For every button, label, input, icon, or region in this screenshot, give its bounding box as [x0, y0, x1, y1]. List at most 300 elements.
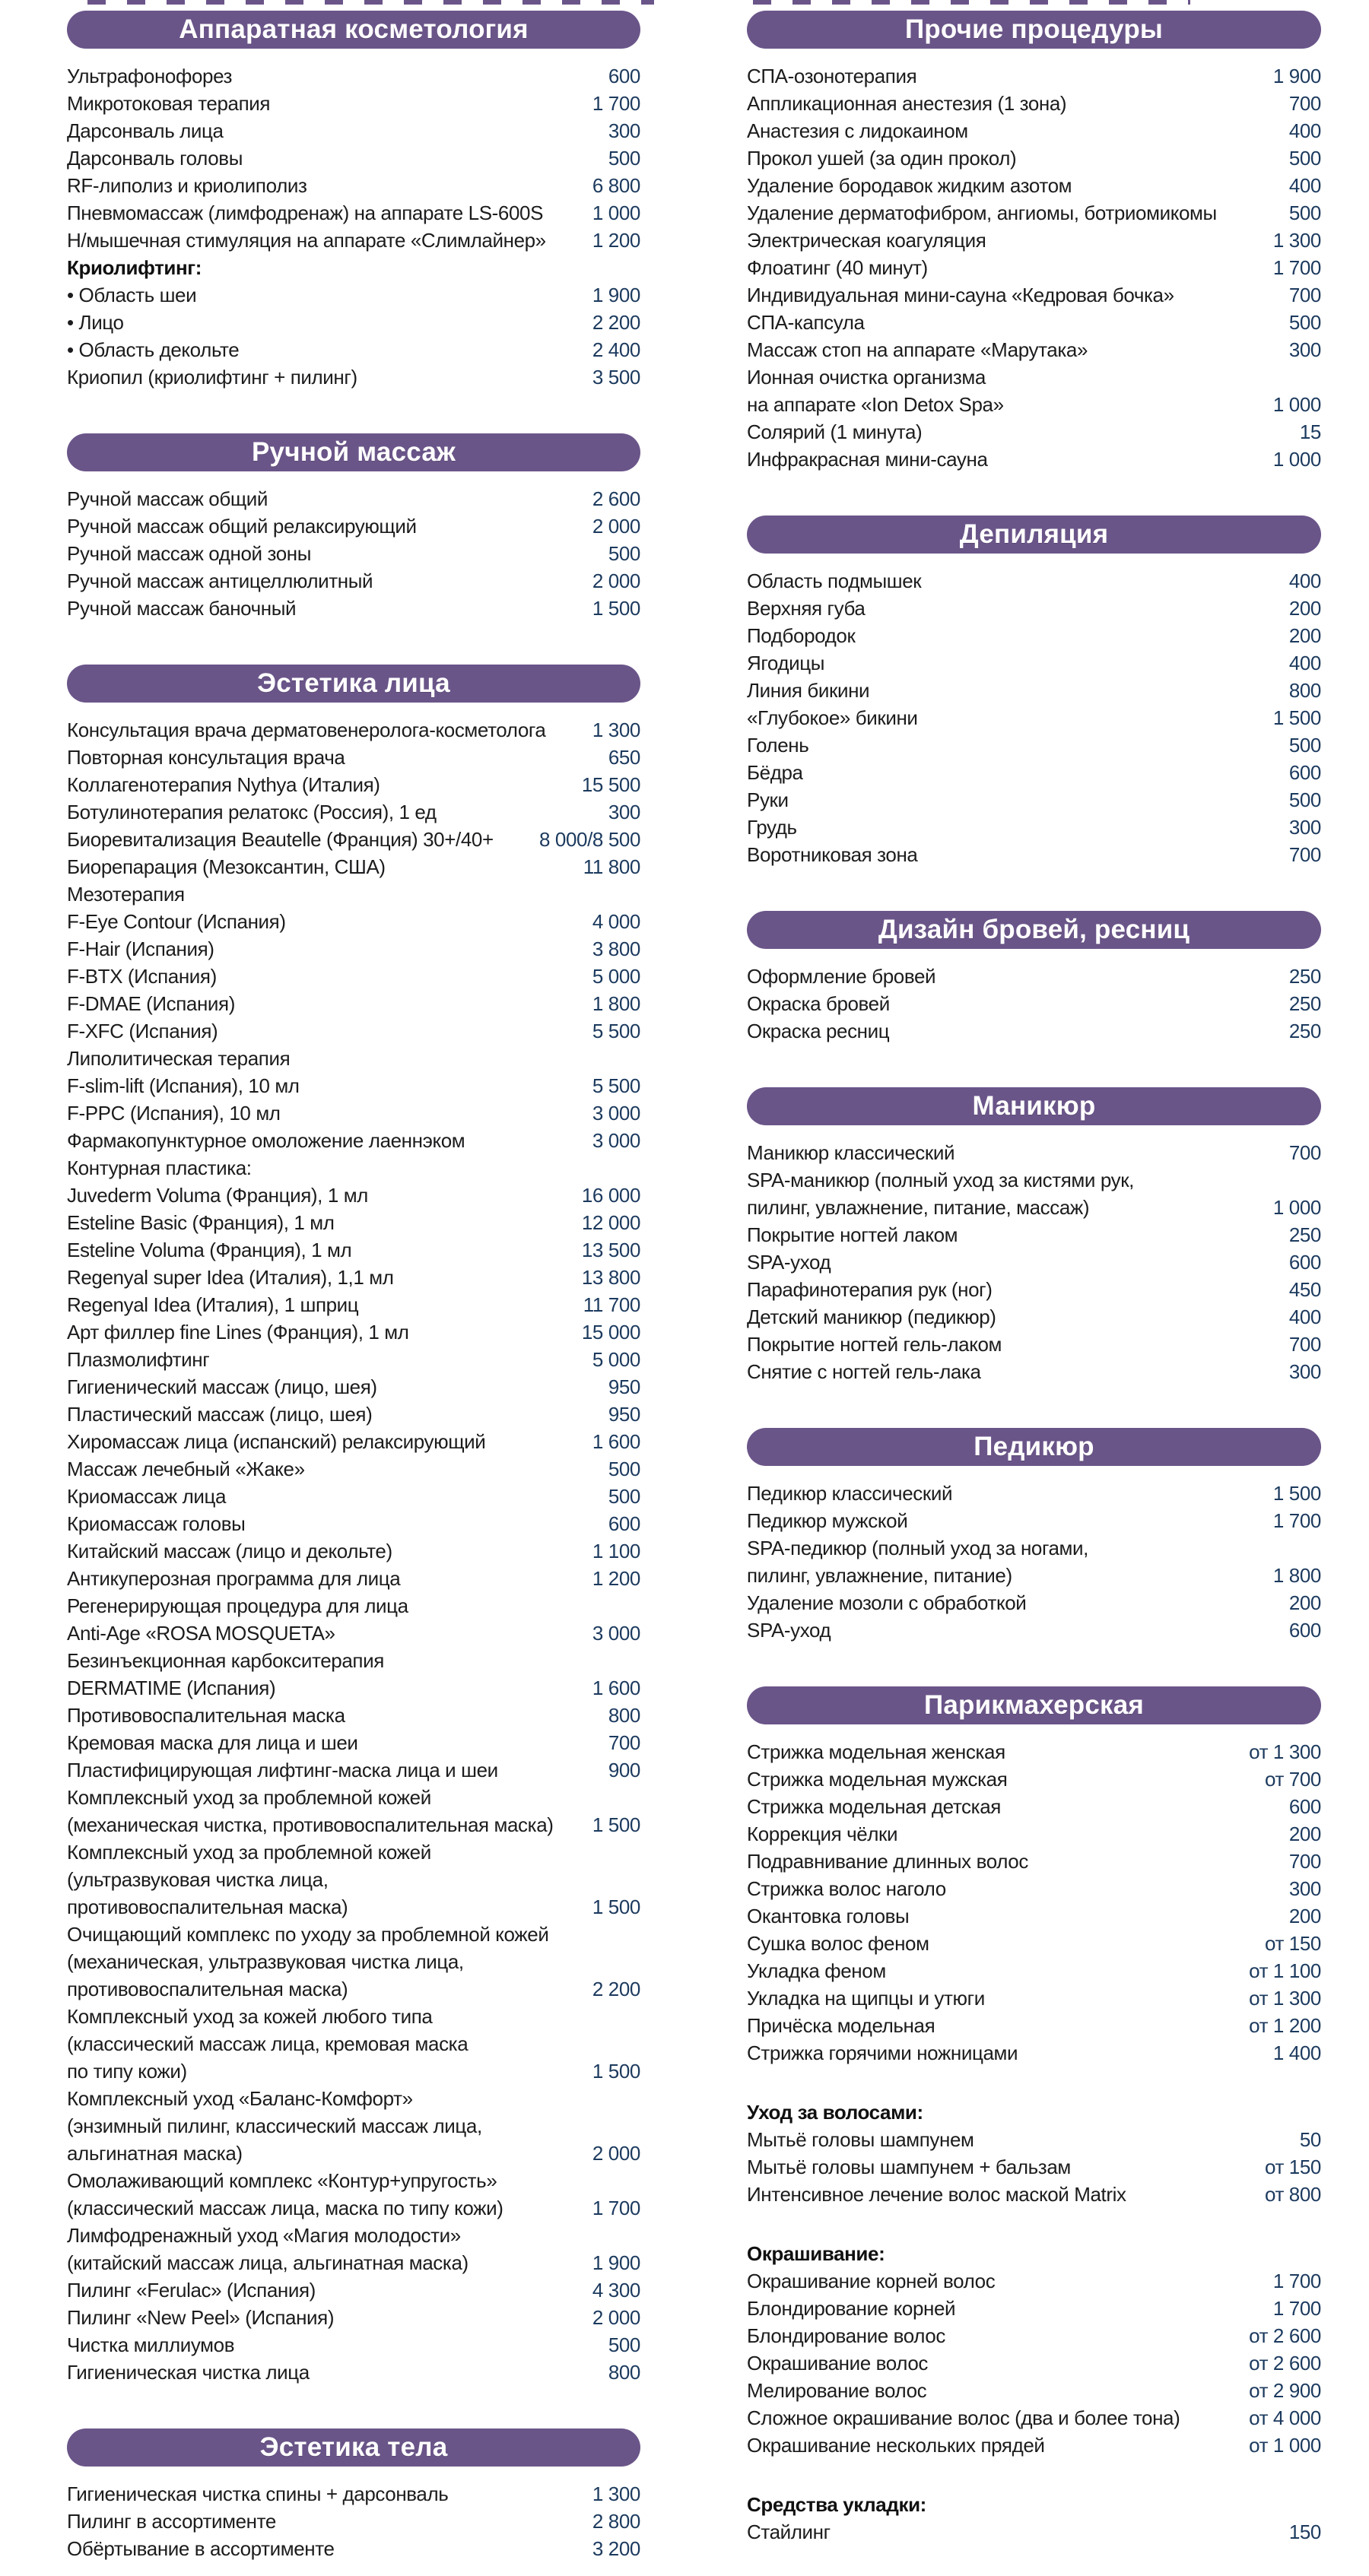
item-price: 1 300	[1272, 228, 1321, 252]
price-row	[747, 649, 1321, 677]
price-row	[747, 1875, 1321, 1902]
item-price: 300	[608, 800, 640, 823]
item-name: Укладка на щипцы и утюги	[747, 1986, 985, 2010]
price-row	[67, 1182, 640, 1209]
price-row	[747, 1765, 1321, 1793]
item-name: Комплексный уход за проблемной кожей	[67, 1785, 431, 1809]
price-row	[747, 1276, 1321, 1303]
item-price: 1 400	[1272, 2041, 1321, 2064]
item-price: 500	[1288, 310, 1321, 334]
item-price: 1 300	[592, 2482, 640, 2505]
item-name: Интенсивное лечение волос маской Matrix	[747, 2182, 1126, 2206]
item-name: Пневмомассаж (лимфодренаж) на аппарате LS-600S	[67, 201, 544, 224]
item-name: Мезотерапия	[67, 882, 185, 906]
item-price: 300	[608, 119, 640, 142]
item-name: Окраска бровей	[747, 991, 890, 1015]
item-price: 3 200	[592, 2536, 640, 2560]
item-name: Пластифицирующая лифтинг-маска лица и шеи	[67, 1758, 498, 1781]
item-name: Ручной массаж баночный	[67, 596, 297, 620]
item-price: 2 000	[592, 514, 640, 538]
price-row	[747, 1820, 1321, 1848]
item-price: 11 700	[583, 1293, 640, 1316]
price-row	[67, 199, 640, 227]
item-price: 950	[608, 1402, 640, 1426]
item-name: Флоатинг (40 минут)	[747, 255, 928, 279]
item-price: 600	[1288, 1250, 1321, 1274]
price-row	[747, 144, 1321, 172]
item-price: 2 000	[592, 2305, 640, 2329]
item-name: СПА-озонотерапия	[747, 64, 917, 87]
price-row	[747, 2181, 1321, 2208]
item-price: 15 500	[581, 772, 640, 796]
item-price: 1 700	[592, 2196, 640, 2219]
item-price: 13 800	[581, 1265, 640, 1289]
price-row	[747, 1331, 1321, 1358]
item-price: 5 500	[592, 1074, 640, 1097]
item-name: Удаление дерматофибром, ангиомы, ботриомикомы	[747, 201, 1217, 224]
item-price: 400	[1288, 119, 1321, 142]
item-price: 1 700	[592, 91, 640, 115]
item-name: Стрижка горячими ножницами	[747, 2041, 1018, 2064]
price-row	[67, 281, 640, 309]
price-row	[67, 1620, 640, 1647]
price-row	[747, 2349, 1321, 2377]
item-price: 600	[1288, 1794, 1321, 1818]
item-price: 500	[1288, 733, 1321, 757]
item-name: Мелирование волос	[747, 2378, 927, 2402]
item-price: 13 500	[581, 1238, 640, 1261]
item-price: 4 300	[592, 2278, 640, 2302]
item-price: 300	[1288, 1359, 1321, 1383]
price-row	[67, 1455, 640, 1483]
item-price: 2 200	[592, 310, 640, 334]
price-row	[67, 1921, 640, 1948]
item-name: (классический массаж лица, маска по типу кожи)	[67, 2196, 503, 2219]
price-row	[67, 336, 640, 363]
price-row	[67, 1647, 640, 1674]
item-name: Пилинг «Ferulac» (Испания)	[67, 2278, 316, 2302]
item-name: Esteline Voluma (Франция), 1 мл	[67, 1238, 352, 1261]
item-name: Блондирование волос	[747, 2324, 945, 2347]
item-price: 16 000	[581, 1183, 640, 1207]
item-price: от 1 200	[1249, 2013, 1321, 2037]
item-price: 2 600	[592, 487, 640, 510]
price-row	[747, 963, 1321, 990]
price-row	[67, 2167, 640, 2194]
item-price: 5 000	[592, 1347, 640, 1371]
item-name: F-XFC (Испания)	[67, 1019, 218, 1042]
price-row	[67, 2030, 640, 2057]
item-name: Ботулинотерапия релатокс (Россия), 1 ед	[67, 800, 437, 823]
price-row	[67, 1784, 640, 1811]
section-header-bar: Маникюр	[747, 1087, 1321, 1125]
price-row	[747, 336, 1321, 363]
item-price: 200	[1288, 1591, 1321, 1614]
section-depilation	[747, 516, 1321, 868]
price-row	[747, 841, 1321, 868]
price-row	[67, 1099, 640, 1127]
item-name: SPA-уход	[747, 1250, 831, 1274]
item-price: 150	[1288, 2520, 1321, 2543]
item-price: 2 000	[592, 2141, 640, 2165]
price-row	[67, 2508, 640, 2535]
price-row	[747, 227, 1321, 254]
item-price: 300	[1288, 1876, 1321, 1900]
item-price: 1 500	[592, 1813, 640, 1836]
item-name: Голень	[747, 733, 809, 757]
item-price: 500	[608, 146, 640, 170]
price-row	[747, 2153, 1321, 2181]
item-name: СПА-капсула	[747, 310, 865, 334]
section-header-bar: Прочие процедуры	[747, 11, 1321, 49]
item-price: 1 200	[592, 228, 640, 252]
price-row	[747, 254, 1321, 281]
price-row	[67, 2057, 640, 2085]
price-row	[67, 1373, 640, 1401]
price-row	[67, 1264, 640, 1291]
item-name: Педикюр классический	[747, 1481, 953, 1505]
item-name: Окрашивание нескольких прядей	[747, 2433, 1045, 2457]
item-name: Верхняя губа	[747, 596, 866, 620]
item-name: SPA-уход	[747, 1618, 831, 1642]
price-row	[747, 363, 1321, 391]
price-row	[67, 1975, 640, 2003]
item-name: SPA-педикюр (полный уход за ногами,	[747, 1536, 1088, 1559]
section-header-bar: Дизайн бровей, ресниц	[747, 911, 1321, 949]
price-row	[67, 309, 640, 336]
item-name: Сушка волос феном	[747, 1931, 929, 1955]
item-price: 1 500	[1272, 1481, 1321, 1505]
item-name: Окантовка головы	[747, 1904, 910, 1927]
item-name: Биорепарация (Мезоксантин, США)	[67, 855, 386, 878]
item-price: 1 100	[592, 1539, 640, 1562]
price-row	[747, 1902, 1321, 1930]
price-row	[747, 1507, 1321, 1534]
price-row	[67, 1674, 640, 1702]
price-row	[747, 2322, 1321, 2349]
item-price: 1 800	[592, 991, 640, 1015]
price-row	[747, 759, 1321, 786]
item-price: 15 000	[581, 1320, 640, 1344]
price-row	[747, 199, 1321, 227]
price-row	[67, 2276, 640, 2304]
price-row	[67, 2140, 640, 2167]
item-name: Esteline Basic (Франция), 1 мл	[67, 1210, 335, 1234]
item-name: «Глубокое» бикини	[747, 706, 918, 729]
item-price: 3 500	[592, 365, 640, 389]
item-name: F-PPC (Испания), 10 мл	[67, 1101, 281, 1125]
cropped-top-artifact	[753, 0, 1190, 5]
price-row	[747, 2012, 1321, 2039]
item-name: Безинъекционная карбокситерапия	[67, 1648, 384, 1672]
item-name: Пилинг «New Peel» (Испания)	[67, 2305, 335, 2329]
item-name: Блондирование корней	[747, 2296, 956, 2320]
item-price: 3 000	[592, 1101, 640, 1125]
price-row	[67, 1592, 640, 1620]
price-row	[67, 1236, 640, 1264]
price-row	[747, 786, 1321, 814]
item-name: Снятие с ногтей гель-лака	[747, 1359, 981, 1383]
item-name: Биоревитализация Beautelle (Франция) 30+/40+	[67, 827, 494, 851]
item-price: 12 000	[581, 1210, 640, 1234]
item-name: Пластический массаж (лицо, шея)	[67, 1402, 373, 1426]
price-row	[67, 1017, 640, 1045]
item-name: • Лицо	[67, 310, 124, 334]
item-price: 700	[1288, 1849, 1321, 1873]
subsection-heading	[747, 2240, 1321, 2267]
item-name: Хиромассаж лица (испанский) релаксирующий	[67, 1429, 486, 1453]
item-name: Окраска ресниц	[747, 1019, 890, 1042]
item-price: 200	[1288, 596, 1321, 620]
price-row	[747, 309, 1321, 336]
price-row	[747, 1957, 1321, 1984]
price-row	[747, 62, 1321, 90]
item-name: Руки	[747, 788, 789, 811]
item-price: 900	[608, 1758, 640, 1781]
item-name: Anti-Age «ROSA MOSQUETA»	[67, 1621, 335, 1645]
item-price: от 1 300	[1249, 1986, 1321, 2010]
price-row	[67, 771, 640, 798]
item-price: 800	[608, 1703, 640, 1727]
item-name: Ручной массаж общий	[67, 487, 268, 510]
price-row	[747, 2377, 1321, 2404]
item-name: Маникюр классический	[747, 1140, 955, 1164]
item-price: 5 000	[592, 964, 640, 988]
price-row	[747, 1017, 1321, 1045]
price-row	[67, 1893, 640, 1921]
item-price: 300	[1288, 338, 1321, 361]
item-price: 250	[1288, 991, 1321, 1015]
item-name: Арт филлер fine Lines (Франция), 1 мл	[67, 1320, 409, 1344]
item-name: Стрижка модельная детская	[747, 1794, 1001, 1818]
item-name: Обёртывание в ассортименте	[67, 2536, 335, 2560]
item-name: Очищающий комплекс по уходу за проблемной кожей	[67, 1922, 549, 1946]
item-price: 600	[608, 1512, 640, 1535]
price-row	[67, 1866, 640, 1893]
item-name: Средства укладки:	[747, 2492, 926, 2516]
item-name: Причёска модельная	[747, 2013, 935, 2037]
item-price: 500	[608, 2333, 640, 2356]
section-header-bar: Депиляция	[747, 516, 1321, 554]
price-row	[747, 172, 1321, 199]
item-name: Анастезия с лидокаином	[747, 119, 968, 142]
price-row	[67, 1756, 640, 1784]
item-price: 700	[608, 1731, 640, 1754]
item-name: Ионная очистка организма	[747, 365, 986, 389]
section-other-procedures	[747, 11, 1321, 473]
item-name: Массаж стоп на аппарате «Марутака»	[747, 338, 1088, 361]
item-name: Regenyal super Idea (Италия), 1,1 мл	[67, 1265, 394, 1289]
item-name: Уход за волосами:	[747, 2100, 923, 2124]
item-price: от 2 900	[1249, 2378, 1321, 2402]
price-row	[747, 1303, 1321, 1331]
price-row	[67, 1072, 640, 1099]
price-row	[747, 990, 1321, 1017]
item-price: 800	[608, 2360, 640, 2384]
item-name: Juvederm Voluma (Франция), 1 мл	[67, 1183, 368, 1207]
item-price: 2 800	[592, 2509, 640, 2533]
item-name: (механическая чистка, противовоспалительная маска)	[67, 1813, 554, 1836]
item-price: 1 300	[592, 718, 640, 741]
price-row	[67, 1537, 640, 1565]
item-name: Плазмолифтинг	[67, 1347, 210, 1371]
price-row	[67, 1483, 640, 1510]
section-header-bar: Парикмахерская	[747, 1686, 1321, 1724]
item-name: Грудь	[747, 815, 797, 839]
item-price: 700	[1288, 283, 1321, 306]
item-price: 4 000	[592, 909, 640, 933]
item-price: 1 200	[592, 1566, 640, 1590]
price-row	[67, 117, 640, 144]
item-price: 700	[1288, 91, 1321, 115]
price-row	[747, 1221, 1321, 1248]
item-name: по типу кожи)	[67, 2059, 187, 2083]
item-name: Дарсонваль лица	[67, 119, 224, 142]
price-row	[67, 2331, 640, 2359]
item-name: Китайский массаж (лицо и декольте)	[67, 1539, 392, 1562]
price-row	[747, 1738, 1321, 1765]
section-header-bar: Эстетика лица	[67, 665, 640, 703]
item-name: Омолаживающий комплекс «Контур+упругость»	[67, 2168, 497, 2192]
section-header-bar: Аппаратная косметология	[67, 11, 640, 49]
item-price: 1 700	[1272, 2269, 1321, 2292]
price-row	[67, 853, 640, 880]
item-price: 400	[1288, 569, 1321, 592]
price-row	[67, 595, 640, 622]
item-name: Оформление бровей	[747, 964, 936, 988]
item-price: 8 000/8 500	[539, 827, 640, 851]
right-column	[747, 11, 1321, 2546]
item-name: Контурная пластика:	[67, 1156, 252, 1179]
item-name: Инфракрасная мини-сауна	[747, 447, 988, 471]
price-row	[67, 1318, 640, 1346]
price-row	[747, 814, 1321, 841]
item-name: Прокол ушей (за один прокол)	[747, 146, 1017, 170]
price-row	[67, 2480, 640, 2508]
price-row	[747, 1480, 1321, 1507]
item-price: от 1 000	[1249, 2433, 1321, 2457]
item-price: 500	[608, 541, 640, 565]
item-name: Криомассаж лица	[67, 1484, 227, 1508]
item-price: 250	[1288, 1019, 1321, 1042]
section-manual-massage	[67, 433, 640, 622]
price-row	[67, 1291, 640, 1318]
item-price: от 150	[1264, 2155, 1321, 2178]
item-price: 200	[1288, 623, 1321, 647]
item-price: от 150	[1264, 1931, 1321, 1955]
price-row	[67, 1838, 640, 1866]
price-row	[67, 2112, 640, 2140]
price-row	[747, 1930, 1321, 1957]
item-price: 1 600	[592, 1676, 640, 1699]
item-price: 50	[1299, 2127, 1321, 2151]
item-name: Удаление мозоли с обработкой	[747, 1591, 1027, 1614]
price-row	[67, 1154, 640, 1182]
item-price: 250	[1288, 1223, 1321, 1246]
item-price: 400	[1288, 651, 1321, 674]
price-row	[67, 963, 640, 990]
item-name: Пилинг в ассортименте	[67, 2509, 276, 2533]
item-name: Чистка миллиумов	[67, 2333, 235, 2356]
item-name: SPA-маникюр (полный уход за кистями рук,	[747, 1168, 1134, 1191]
item-price: 700	[1288, 1140, 1321, 1164]
subsection-heading	[747, 2099, 1321, 2126]
section-face-aesthetics	[67, 665, 640, 2386]
price-row	[67, 1510, 640, 1537]
item-name: Стрижка модельная мужская	[747, 1767, 1008, 1791]
price-row	[67, 798, 640, 826]
item-name: (ультразвуковая чистка лица,	[67, 1867, 329, 1891]
price-row	[67, 1702, 640, 1729]
price-row	[67, 567, 640, 595]
price-row	[67, 2359, 640, 2386]
item-price: 1 500	[592, 2059, 640, 2083]
item-name: Комплексный уход за кожей любого типа	[67, 2004, 433, 2028]
item-price: 600	[608, 64, 640, 87]
item-price: 250	[1288, 964, 1321, 988]
item-price: 1 500	[592, 596, 640, 620]
item-name: Солярий (1 минута)	[747, 420, 923, 443]
item-price: от 2 600	[1249, 2324, 1321, 2347]
price-row	[747, 1589, 1321, 1616]
price-row	[67, 2249, 640, 2276]
item-price: 1 700	[1272, 1508, 1321, 1532]
price-row	[747, 1848, 1321, 1875]
item-price: 1 900	[592, 283, 640, 306]
item-price: 400	[1288, 1305, 1321, 1328]
price-row	[747, 2267, 1321, 2295]
item-name: Криопил (криолифтинг + пилинг)	[67, 365, 357, 389]
section-header-bar: Ручной массаж	[67, 433, 640, 471]
section-header-bar: Педикюр	[747, 1428, 1321, 1466]
price-row	[747, 1616, 1321, 1644]
item-price: 2 400	[592, 338, 640, 361]
item-name: F-Eye Contour (Испания)	[67, 909, 286, 933]
item-name: противовоспалительная маска)	[67, 1977, 348, 2000]
item-name: Педикюр мужской	[747, 1508, 908, 1532]
item-price: 650	[608, 745, 640, 769]
item-name: Кремовая маска для лица и шеи	[67, 1731, 358, 1754]
price-row	[67, 1428, 640, 1455]
item-price: 1 000	[1272, 392, 1321, 416]
subsection-heading	[67, 254, 640, 281]
price-row	[67, 990, 640, 1017]
item-name: F-BTX (Испания)	[67, 964, 217, 988]
item-price: 600	[1288, 760, 1321, 784]
section-brows-lashes	[747, 911, 1321, 1045]
item-name: Индивидуальная мини-сауна «Кедровая бочка»	[747, 283, 1174, 306]
price-row	[67, 512, 640, 540]
item-name: Криолифтинг:	[67, 255, 202, 279]
price-row	[67, 144, 640, 172]
item-name: Криомассаж головы	[67, 1512, 246, 1535]
price-row	[67, 1401, 640, 1428]
item-name: F-DMAE (Испания)	[67, 991, 235, 1015]
item-price: 500	[608, 1457, 640, 1480]
price-row	[747, 2039, 1321, 2067]
price-row	[747, 391, 1321, 418]
price-row	[67, 1729, 640, 1756]
item-name: Электрическая коагуляция	[747, 228, 986, 252]
price-row	[67, 1127, 640, 1154]
item-name: Гигиеническая чистка лица	[67, 2360, 310, 2384]
item-name: Коллагенотерапия Nythya (Италия)	[67, 772, 380, 796]
price-row	[747, 418, 1321, 446]
item-price: 400	[1288, 173, 1321, 197]
item-name: альгинатная маска)	[67, 2141, 243, 2165]
item-price: от 4 000	[1249, 2406, 1321, 2429]
item-name: Укладка феном	[747, 1959, 886, 1982]
